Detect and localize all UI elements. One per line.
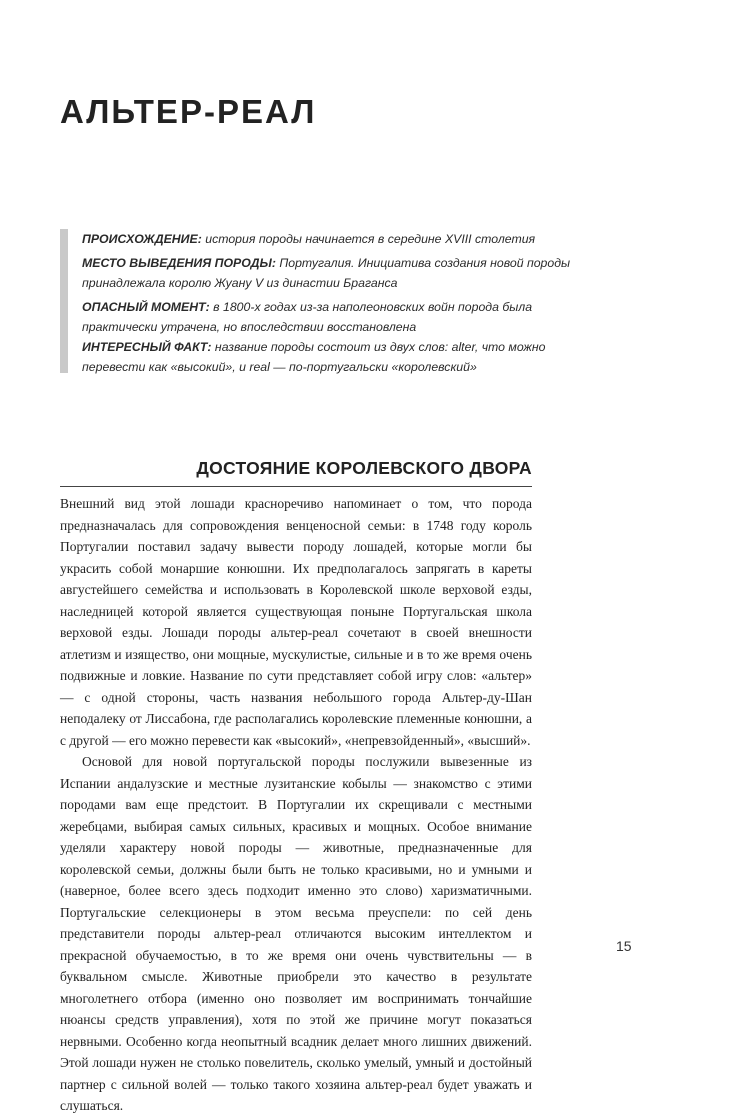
fact-interesting	[82, 337, 597, 377]
fact-origin	[82, 229, 597, 249]
fact-text: название породы состоит из двух слов: alter, что можно перевести как «высокий», и real — по-португальски «королевский»	[82, 340, 546, 374]
article-body	[60, 493, 532, 1117]
fact-text: Португалия. Инициатива создания новой породы принадлежала королю Жуану V из династии Браганса	[82, 256, 571, 290]
section-divider	[60, 486, 532, 487]
paragraph: Внешний вид этой лошади красноречиво напоминает о том, что порода предназначалась для сопровождения венценосной семьи: в 1748 году король Португалии поставил задачу вывести породу лошадей, которые могли бы украсить собой монаршие конюшни. Их предполагалось запрягать в кареты августейшего семейства и использовать в Королевской школе верховой езды, наследницей которой является существующая поныне Португальская школа верховой езды. Лошади породы альтер-реал сочетают в своей внешности атлетизм и изящество, они мощные, мускулистые, сильные и в то же время очень подвижные и ловкие. Название по сути представляет собой игру слов: «альтер» — с одной стороны, часть названия небольшого города Альтер-ду-Шан неподалеку от Лиссабона, где располагались королевские племенные конюшни, а с другой — его можно перевести как «высокий», «непревзойденный», «высший».	[60, 496, 532, 748]
fact-text: в 1800-х годах из-за наполеоновских войн порода была практически утрачена, но впоследствии восстановлена	[82, 300, 533, 334]
fact-label: ПРОИСХОЖДЕНИЕ:	[82, 232, 202, 246]
fact-label: ОПАСНЫЙ МОМЕНТ:	[82, 300, 210, 314]
fact-label: МЕСТО ВЫВЕДЕНИЯ ПОРОДЫ:	[82, 256, 276, 270]
page-title: АЛЬТЕР-РЕАЛ	[60, 93, 317, 130]
fact-danger-moment	[82, 297, 597, 337]
fact-text: история породы начинается в середине XVIII столетия	[205, 232, 536, 246]
page-number: 15	[616, 938, 632, 954]
facts-box	[60, 229, 598, 373]
section-heading: ДОСТОЯНИЕ КОРОЛЕВСКОГО ДВОРА	[196, 458, 532, 478]
paragraph: Основой для новой португальской породы послужили вывезенные из Испании андалузские и местные лузитанские кобылы — знакомство с этими породами вам еще предстоит. В Португалии их скрещивали с местными жеребцами, выбирая самых сильных, красивых и мощных. Особое внимание уделяли характеру новой породы — животные, предназначенные для королевской семьи, должны были быть не только красивыми, но и умными и (наверное, более всего здесь подходит именно это слово) харизматичными. Португальские селекционеры в этом весьма преуспели: по сей день представители породы альтер-реал отличаются высоким интеллектом и прекрасной обучаемостью, в то же время они очень чувствительны — в буквальном смысле. Животные приобрели это качество в результате многолетнего отбора (именно оно позволяет им воспринимать тончайшие нюансы средств управления), хотя по этой же причине могут показаться нервными. Особенно когда неопытный всадник делает много лишних движений. Этой лошади нужен не столько повелитель, сколько умелый, умный и достойный партнер с сильной волей — только такого хозяина альтер-реал будет уважать и слушаться.	[60, 754, 532, 1113]
fact-label: ИНТЕРЕСНЫЙ ФАКТ:	[82, 340, 212, 354]
fact-breeding-place	[82, 253, 597, 293]
